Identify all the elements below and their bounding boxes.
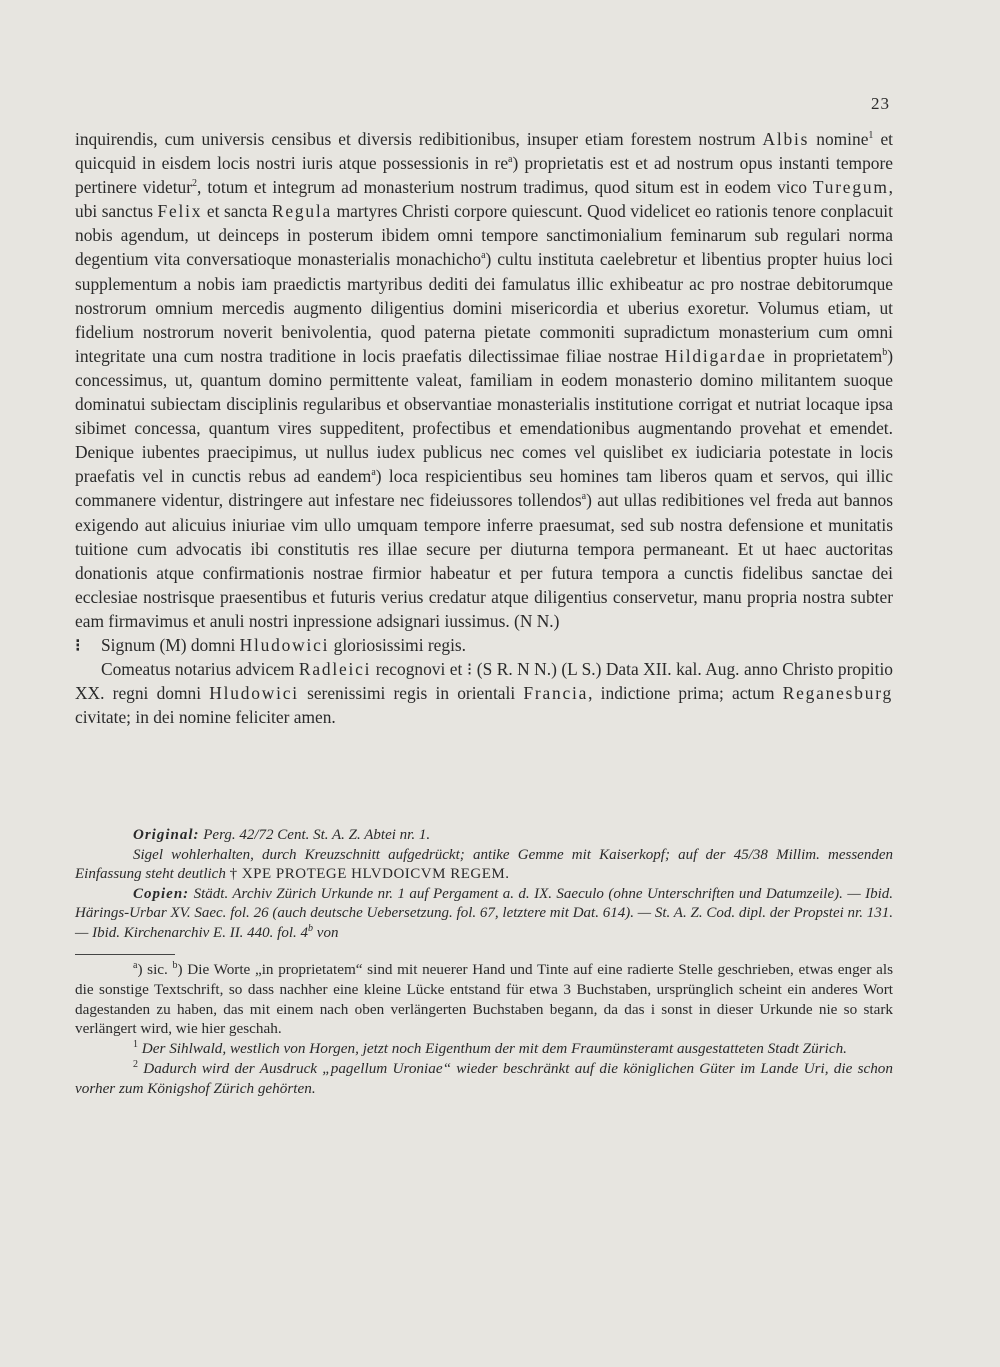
text-run: Dadurch wird der Ausdruck „pagellum Uroniae“ wieder beschränkt auf die königlichen Güter im Lande Uri, die schon vorher zum Königshof Zürich gehörten. (75, 1059, 893, 1097)
text-run: gloriosissimi regis. (333, 634, 467, 655)
main-paragraph (75, 127, 893, 633)
text-run: serenissimi regis in orientali (307, 683, 516, 704)
footnote-a (75, 960, 893, 1039)
text-run: nomine (816, 129, 869, 149)
footnote-mark-a: a (133, 959, 138, 971)
text-run: civitate; in dei nomine feliciter amen. (75, 707, 336, 728)
original-label: Original: (133, 827, 200, 843)
text-run: recognovi et ⁝ (S R. N N.) (L S.) Data XII. kal. Aug. anno Christo propitio XX. regni domni (75, 659, 894, 704)
footnote-ref-2[interactable]: 2 (192, 178, 198, 190)
footnote-divider (75, 954, 175, 955)
text-run: ) Die Worte „in proprietatem“ sind mit neuerer Hand und Tinte auf eine radierte Stelle geschrieben, etwas enger als die sonstige Textschrift, so dass nachher eine kleine Lücke entstand für etwa 3 Buchstaben, ursprünglich scheint ein anderes Wort dagestanden zu haben, das mit einem nach oben verlängerten Buchstaben begann, da das i sonst in dieser Urkunde nie so stark verlängert wird, wie hier geschah. (75, 961, 894, 1038)
page-number: 23 (871, 94, 890, 113)
dating-paragraph (75, 657, 893, 729)
spaced-name-felix: Felix (157, 201, 203, 222)
footnote-mark-2: 2 (133, 1058, 138, 1070)
text-run: ) loca respicientibus seu homines tam liberos quam et servos, qui illic commanere videntur, distringere aut infestare nec fideiussores tollendos (75, 466, 894, 511)
text-run: , indictione prima; actum (588, 683, 775, 704)
spaced-name-reganesburg: Reganesburg (782, 683, 893, 704)
text-run: ) cultu instituta caelebretur et libentius propter huius loci supplementum a nobis iam praedictis martyribus dediti dei famulatus illic exhibeatur ac pro nostrae debitorumque nostrorum omnium mercedis augmento diligentius domini misericordia et uberius exoretur. Volumus etiam, ut fidelium nostrorum noverit benivolentia, quod paterna pietate commoniti supradictum monasterium cum omni integritate una cum nostra traditione in locis praefatis dilectissimae filiae nostrae (75, 249, 893, 366)
footnote-mark-b: b (172, 959, 178, 971)
sigel-note (75, 846, 893, 885)
footnote-ref-a[interactable]: a (371, 467, 376, 479)
text-run: ) sic. (137, 961, 168, 978)
text-run: martyres Christi corpore quiescunt. Quod videlicet eo rationis tenore conplacuit nobis agendum, ut deinceps in posterum ibidem omni tempore sanctimonialium feminarum sub regulari norma degentium vita conversatioque monasterialis monachicho (75, 201, 893, 270)
footnote-1 (75, 1039, 893, 1059)
footnote-ref-1[interactable]: 1 (868, 130, 874, 142)
source-notes (75, 826, 893, 944)
spaced-name-albis: Albis (762, 129, 810, 149)
signum-mark: ⁝ (75, 634, 81, 655)
copien-label: Copien: (133, 885, 190, 902)
charter-text (75, 127, 893, 729)
text-run: ) aut ullas redibitiones vel freda aut bannos exigendo aut alicuius iniuriae vim ullo umquam tempore inferre praesumat, sed sub nostra defensione et munitatis tuitione cum advocatis ibi constitutis res illae secure per diuturna tempora permaneant. Et ut haec auctoritas donationis atque confirmationis nostrae firmior habeatur et per futura tempora a cunctis fidelibus sanctae dei ecclesiae nostrisque praesentibus et futuris verius credatur atque diligentius conservetur, manu propria nostra subter eam firmavimus et anuli nostri inpressione adsignari iussimus. (N N.) (75, 490, 893, 631)
text-run: Der Sihlwald, westlich von Horgen, jetzt noch Eigenthum der mit dem Fraumünsteramt ausgestatteten Stadt Zürich. (141, 1040, 847, 1058)
text-run: Signum (M) domni (101, 634, 236, 655)
footnotes (75, 960, 893, 1099)
text-run: ) concessimus, ut, quantum domino permittente valeat, familiam in eodem monasterio domino militantem suoque dominatui subiectam disciplinis regularibus et observantiae monasterialis institutione corrigat et nutriat locaque ipsa sibimet concessa, quantum vires suppeditent, profectibus et emendationibus augmentando provehat et emendet. Denique iubentes praecipimus, ut nullus iudex publicus nec comes vel quislibet ex iudiciaria potestate in locis praefatis vel in cunctis rebus ad eandem (75, 345, 893, 487)
copien-note (75, 885, 893, 944)
text-run: Sigel wohlerhalten, durch Kreuzschnitt aufgedrückt; antike Gemme mit Kaiserkopf; auf der 45/38 Millim. messenden Einfassung steht deutlich (75, 846, 893, 883)
text-run: Städt. Archiv Zürich Urkunde nr. 1 auf Pergament a. d. IX. Saeculo (ohne Unterschriften und Datumzeile). — Ibid. Härings-Urbar XV. Saec. fol. 26 (auch deutsche Uebersetzung. fol. 67, letztere mit Dat. 614). — St. A. Z. Cod. dipl. der Propstei nr. 131. — Ibid. Kirchenarchiv E. II. 440. fol. 4 (75, 885, 894, 941)
text-run: von (316, 924, 339, 941)
text-run: , ubi sanctus (75, 177, 893, 222)
text-run: Perg. 42/72 Cent. St. A. Z. Abtei nr. 1. (203, 827, 431, 843)
spaced-name-hildigardae: Hildigardae (664, 345, 767, 366)
text-run: , totum et integrum ad monasterium nostrum tradimus, quod situm est in eodem vico (197, 177, 807, 198)
footnote-ref-a[interactable]: a (481, 250, 486, 262)
seal-legend: † XPE PROTEGE HLVDOICVM REGEM. (229, 866, 510, 883)
text-run: inquirendis, cum universis censibus et diversis redibitionibus, insuper etiam forestem nostrum (75, 129, 756, 149)
signum-line (75, 633, 893, 657)
footnote-mark-1: 1 (133, 1039, 138, 1051)
spaced-name-hludowici: Hludowici (239, 634, 330, 655)
original-note (75, 826, 893, 846)
spaced-name-regula: Regula (272, 201, 333, 222)
spaced-name-hludowici: Hludowici (209, 683, 299, 704)
spaced-name-francia: Francia (523, 683, 589, 704)
superscript: b (308, 922, 314, 934)
text-run: et quicquid in eisdem locis nostri iuris atque possessionis in re (75, 129, 893, 174)
spaced-name-radleici: Radleici (298, 659, 372, 680)
text-run: ) proprietatis est et ad nostrum opus instanti tempore pertinere videtur (75, 153, 893, 198)
text-run: Comeatus notarius advicem (101, 659, 295, 680)
footnote-ref-a[interactable]: a (508, 154, 513, 166)
spaced-name-turegum: Turegum (812, 177, 889, 198)
text-run: in proprietatem (773, 345, 883, 366)
footnote-ref-a[interactable]: a (581, 491, 587, 503)
footnote-2 (75, 1059, 893, 1099)
text-run: et sancta (206, 201, 268, 222)
footnote-ref-b[interactable]: b (882, 347, 888, 359)
